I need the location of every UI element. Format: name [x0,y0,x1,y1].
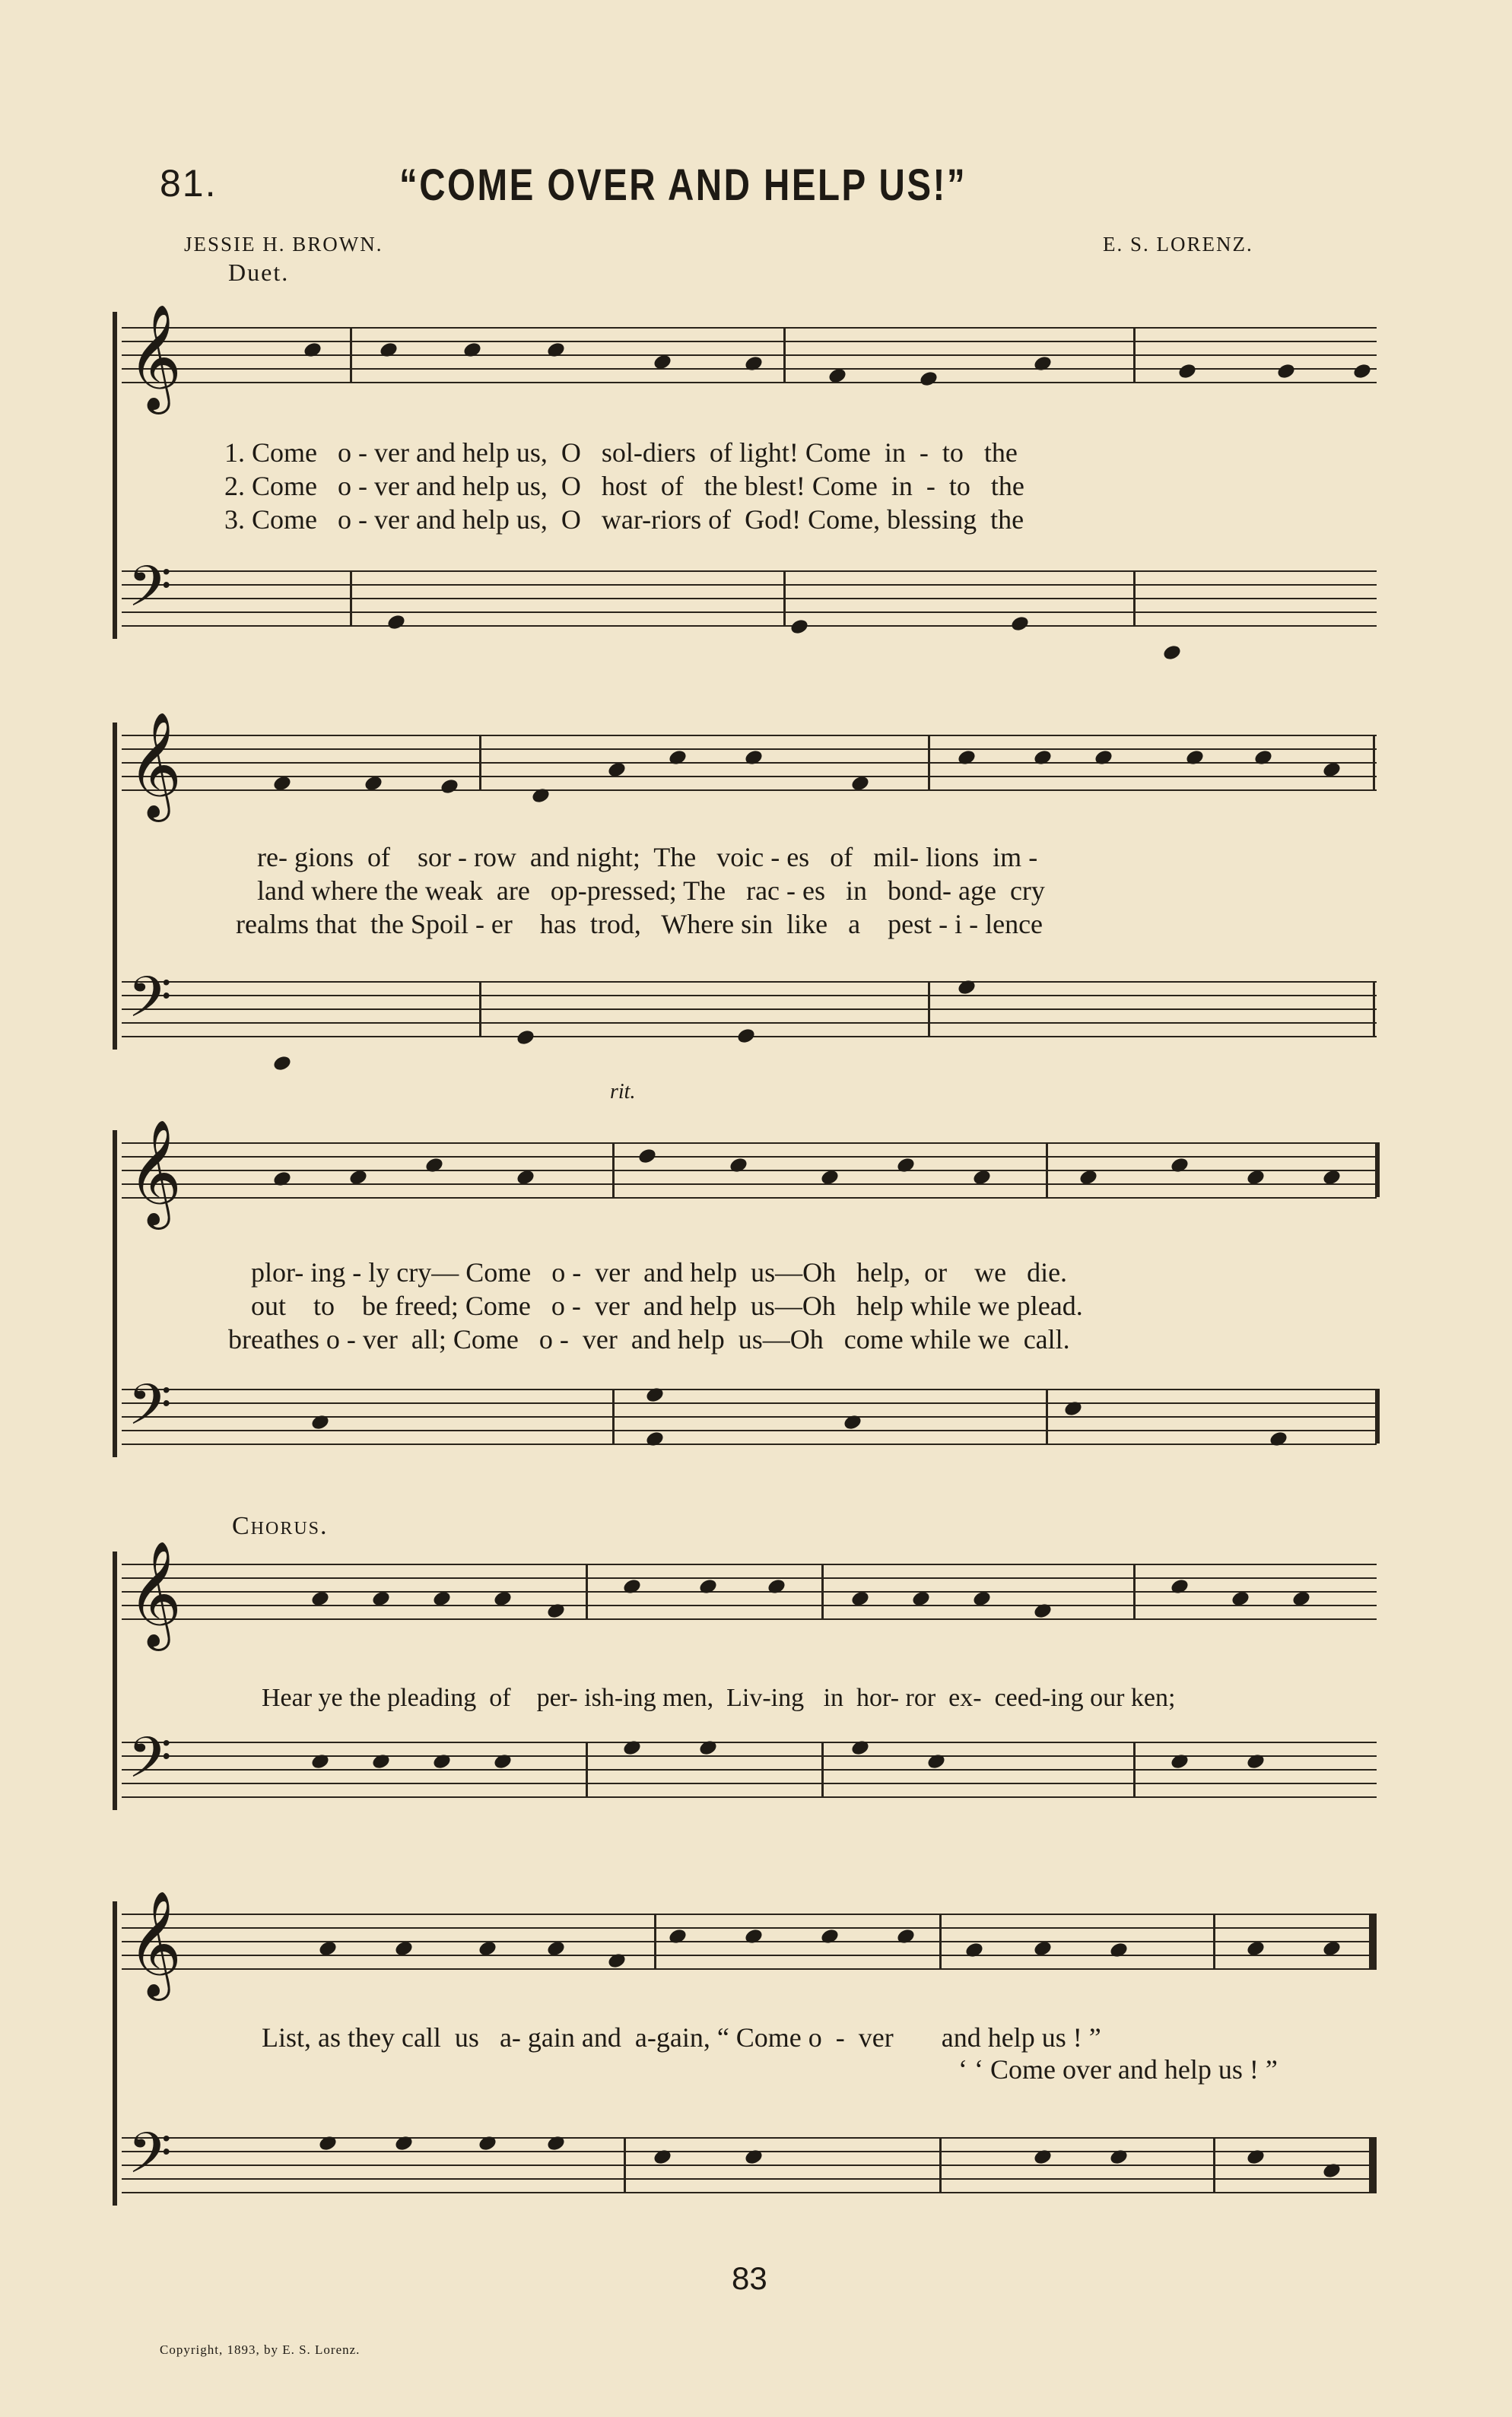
lyricist: JESSIE H. BROWN. [184,233,383,256]
treble-staff [122,1541,1377,1647]
treble-clef-icon: 𝄞 [128,712,182,818]
staff-line [122,789,1377,791]
notehead [729,1156,749,1174]
bass-staff [122,1725,1377,1810]
notehead [1177,362,1198,380]
bar-line [1133,1564,1136,1618]
notehead [668,1927,688,1945]
verse-2-line-3: out to be freed; Come o - ver and help us—Oh help while we plead. [251,1291,1083,1321]
notehead [1033,354,1053,373]
voicing-mark: Duet. [228,259,290,286]
staff-line [122,1183,1377,1185]
notehead [744,354,764,373]
bar-line [1133,570,1136,625]
bar-line [624,2137,626,2192]
notehead [957,748,977,767]
staff-line [122,1022,1377,1024]
treble-clef-icon: 𝄞 [128,1541,182,1647]
notehead [1170,1577,1190,1596]
staff-line [122,2137,1377,2139]
bar-line [1369,2137,1377,2192]
bass-clef-icon: 𝄢 [128,2120,172,2200]
staff-line [122,1927,1377,1929]
verse-1-line-3: plor- ing - ly cry— Come o - ver and help us—Oh help, or we die. [251,1257,1068,1288]
verse-2-line-2: land where the weak are op-pressed; The rac - es in bond- age cry [257,875,1045,906]
staff-line [122,1197,1377,1199]
staff-line [122,1142,1377,1144]
bar-line [350,570,352,625]
staff-line [122,1618,1377,1620]
notehead [516,1028,536,1047]
staff-line [122,611,1377,613]
bar-line [783,570,786,625]
bar-line [1373,981,1375,1036]
bass-staff [122,554,1377,639]
bar-line [821,1742,824,1796]
staff-line [122,1783,1377,1784]
chorus-line-1: Hear ye the pleading of per- ish-ing men, Liv-ing in hor- ror ex- ceed-ing our ken; [262,1684,1176,1712]
notehead [820,1927,840,1945]
bar-line [1213,2137,1215,2192]
notehead [637,1147,658,1165]
notehead [736,1027,757,1045]
bass-clef-icon: 𝄢 [128,554,172,634]
notehead [744,748,764,767]
bar-line [1133,1742,1136,1796]
staff-line [122,1605,1377,1606]
staff-line [122,1755,1377,1757]
treble-staff [122,1120,1377,1226]
verse-2-line-1: 2. Come o - ver and help us, O host of the blest! Come in - to the [224,471,1024,501]
system-brace [113,312,117,639]
notehead [668,748,688,767]
notehead [1170,1156,1190,1174]
ritardando-mark: rit. [610,1080,636,1104]
notehead [622,1577,643,1596]
bass-staff [122,1372,1377,1457]
system-brace [113,1130,117,1457]
staff-line [122,981,1377,983]
notehead [1094,748,1114,767]
staff-line [122,1914,1377,1915]
notehead [424,1156,445,1174]
bass-staff [122,2120,1377,2206]
hymn-number: 81. [160,162,218,205]
bar-line [928,735,930,789]
notehead [379,341,399,359]
chorus-label: Chorus. [232,1512,329,1540]
staff-line [122,1742,1377,1743]
staff-line [122,598,1377,599]
notehead [1185,748,1205,767]
staff-line [122,1444,1377,1445]
verse-1-line-1: 1. Come o - ver and help us, O sol-diers of light! Come in - to the [224,437,1018,468]
bar-line [783,327,786,382]
notehead [440,777,460,796]
staff-line [122,1389,1377,1390]
staff-line [122,735,1377,736]
notehead [462,341,483,359]
notehead [1352,362,1373,380]
system-brace [113,1901,117,2206]
bar-line [939,2137,942,2192]
notehead [1269,1430,1289,1448]
staff-line [122,625,1377,627]
notehead [1162,643,1183,662]
notehead [1276,362,1297,380]
notehead [698,1577,719,1596]
staff-line [122,1591,1377,1593]
notehead [546,341,567,359]
staff-line [122,1968,1377,1970]
bar-line [1133,327,1136,382]
staff-line [122,1769,1377,1771]
notehead [1033,748,1053,767]
hymn-title: “COME OVER AND HELP US!” [399,160,967,210]
bar-line [1375,1389,1380,1444]
staff-line [122,1564,1377,1565]
copyright-notice: Copyright, 1893, by E. S. Lorenz. [160,2342,361,2357]
bar-line [654,1914,656,1968]
bass-staff [122,964,1377,1050]
notehead [1010,615,1031,633]
staff-line [122,327,1377,329]
treble-staff [122,304,1377,411]
bass-clef-icon: 𝄢 [128,1725,172,1805]
notehead [896,1156,916,1174]
bar-line [586,1742,588,1796]
chorus-line-2: List, as they call us a- gain and a-gain, “ Come o - ver and help us ! ” [262,2022,1101,2053]
bass-clef-icon: 𝄢 [128,1372,172,1452]
staff-line [122,995,1377,996]
page-number: 83 [732,2260,767,2296]
bar-line [612,1389,615,1444]
notehead [303,341,323,359]
staff-line [122,1170,1377,1171]
treble-clef-icon: 𝄞 [128,1120,182,1225]
staff-line [122,341,1377,342]
notehead [272,1054,293,1072]
staff-line [122,2178,1377,2180]
staff-line [122,584,1377,586]
notehead [919,370,939,388]
notehead [272,1170,293,1188]
bar-line [1373,735,1375,789]
notehead [789,618,810,636]
bar-line [1046,1389,1048,1444]
verse-3-line-1: 3. Come o - ver and help us, O war-riors of God! Come, blessing the [224,504,1024,535]
notehead [1109,1941,1129,1959]
staff-line [122,382,1377,383]
staff-line [122,1402,1377,1404]
bar-line [1213,1914,1215,1968]
verse-3-line-2: realms that the Spoil - er has trod, Where sin like a pest - i - lence [236,909,1043,939]
composer: E. S. LORENZ. [1103,233,1253,256]
bar-line [350,327,352,382]
staff-line [122,1577,1377,1579]
treble-staff [122,712,1377,818]
verse-1-line-2: re- gions of sor - row and night; The voic - es of mil- lions im - [257,842,1038,872]
staff-line [122,1008,1377,1010]
staff-line [122,748,1377,750]
bar-line [612,1142,615,1197]
system-brace [113,1552,117,1810]
bar-line [586,1564,588,1618]
notehead [1253,748,1274,767]
staff-line [122,776,1377,777]
bar-line [821,1564,824,1618]
staff-line [122,2192,1377,2193]
bar-line [939,1914,942,1968]
treble-clef-icon: 𝄞 [128,1891,182,1996]
bar-line [928,981,930,1036]
bar-line [479,981,481,1036]
bar-line [1369,1914,1377,1968]
verse-3-line-3: breathes o - ver all; Come o - ver and help us—Oh come while we call. [228,1324,1070,1355]
system-brace [113,723,117,1050]
staff-line [122,1416,1377,1418]
bar-line [479,735,481,789]
bar-line [1046,1142,1048,1197]
notehead [896,1927,916,1945]
staff-line [122,1955,1377,1956]
notehead [744,1927,764,1945]
notehead [386,613,407,631]
staff-line [122,1796,1377,1798]
treble-clef-icon: 𝄞 [128,304,182,410]
staff-line [122,570,1377,572]
staff-line [122,2165,1377,2166]
notehead [767,1577,787,1596]
chorus-line-2-alt: ‘ ‘ Come over and help us ! ” [958,2054,1278,2085]
bar-line [1375,1142,1380,1197]
staff-line [122,1430,1377,1431]
notehead [645,1430,665,1448]
notehead [964,1941,985,1959]
staff-line [122,1156,1377,1158]
bass-clef-icon: 𝄢 [128,964,172,1044]
treble-staff [122,1891,1377,1997]
